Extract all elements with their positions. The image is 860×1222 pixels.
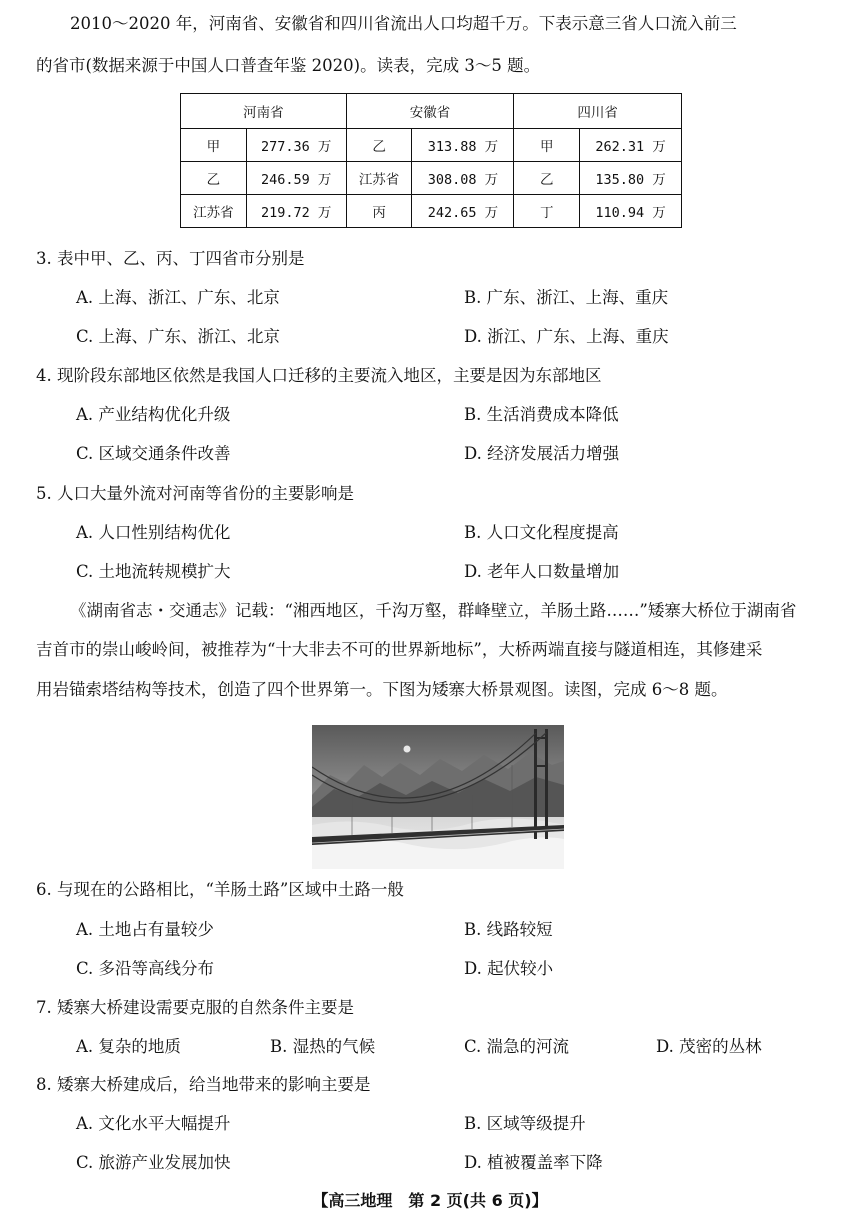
question-5-option-b: B. 人口文化程度提高: [464, 523, 619, 542]
population-inflow-table: [180, 93, 682, 228]
question-4-option-d: D. 经济发展活力增强: [464, 444, 620, 463]
question-8-option-a: A. 文化水平大幅提升: [76, 1114, 231, 1133]
question-5-option-a: A. 人口性别结构优化: [76, 523, 231, 542]
table-cell: 277.36 万: [246, 129, 346, 162]
question-7-option-d: D. 茂密的丛林: [656, 1037, 762, 1056]
question-4-option-c: C. 区域交通条件改善: [76, 444, 231, 463]
question-5-option-d: D. 老年人口数量增加: [464, 562, 620, 581]
question-3-stem: 3. 表中甲、乙、丙、丁四省市分别是: [36, 249, 305, 268]
table-cell: 乙: [181, 162, 247, 195]
question-6-option-c: C. 多沿等高线分布: [76, 959, 215, 978]
table-cell: 甲: [181, 129, 247, 162]
aizhai-bridge-photo: [312, 725, 564, 869]
intro-paragraph-line: 的省市(数据来源于中国人口普查年鉴 2020)。读表，完成 3～5 题。: [36, 56, 541, 75]
intro-paragraph-line: 用岩锚索塔结构等技术，创造了四个世界第一。下图为矮寨大桥景观图。读图，完成 6～8 题。: [36, 680, 728, 699]
question-4-stem: 4. 现阶段东部地区依然是我国人口迁移的主要流入地区，主要是因为东部地区: [36, 366, 602, 385]
table-cell: 乙: [514, 162, 580, 195]
table-cell: 江苏省: [346, 162, 412, 195]
question-5-option-c: C. 土地流转规模扩大: [76, 562, 231, 581]
question-3-option-b: B. 广东、浙江、上海、重庆: [464, 288, 669, 307]
table-cell: 丙: [346, 195, 412, 228]
question-3-option-a: A. 上海、浙江、广东、北京: [76, 288, 280, 307]
table-cell: 135.80 万: [580, 162, 682, 195]
table-cell: 262.31 万: [580, 129, 682, 162]
table-cell: 甲: [514, 129, 580, 162]
table-cell: 乙: [346, 129, 412, 162]
intro-paragraph-line: 吉首市的崇山峻岭间，被推荐为“十大非去不可的世界新地标”，大桥两端直接与隧道相连，其修建采: [36, 640, 763, 659]
page-footer: 【高三地理 第 2 页(共 6 页)】: [312, 1191, 548, 1210]
question-7-option-b: B. 湿热的气候: [270, 1037, 376, 1056]
question-8-option-b: B. 区域等级提升: [464, 1114, 586, 1133]
question-4-option-a: A. 产业结构优化升级: [76, 405, 231, 424]
intro-paragraph-line: 2010～2020 年，河南省、安徽省和四川省流出人口均超千万。下表示意三省人口流入前三: [70, 14, 737, 33]
intro-paragraph-line: 《湖南省志・交通志》记载：“湘西地区，千沟万壑，群峰壁立，羊肠土路……”矮寨大桥位于湖南省: [70, 601, 797, 620]
table-cell: 308.08 万: [412, 162, 514, 195]
question-5-stem: 5. 人口大量外流对河南等省份的主要影响是: [36, 484, 354, 503]
question-7-stem: 7. 矮寨大桥建设需要克服的自然条件主要是: [36, 998, 354, 1017]
table-cell: 246.59 万: [246, 162, 346, 195]
table-cell: 313.88 万: [412, 129, 514, 162]
question-6-option-d: D. 起伏较小: [464, 959, 554, 978]
question-3-option-d: D. 浙江、广东、上海、重庆: [464, 327, 669, 346]
table-header-anhui: 安徽省: [346, 94, 514, 129]
table-cell: 242.65 万: [412, 195, 514, 228]
table-cell: 219.72 万: [246, 195, 346, 228]
question-6-option-b: B. 线路较短: [464, 920, 553, 939]
question-4-option-b: B. 生活消费成本降低: [464, 405, 619, 424]
question-8-stem: 8. 矮寨大桥建成后，给当地带来的影响主要是: [36, 1075, 371, 1094]
table-row: [181, 195, 682, 228]
table-row: [181, 162, 682, 195]
question-8-option-d: D. 植被覆盖率下降: [464, 1153, 603, 1172]
question-7-option-c: C. 湍急的河流: [464, 1037, 570, 1056]
table-cell: 110.94 万: [580, 195, 682, 228]
question-3-option-c: C. 上海、广东、浙江、北京: [76, 327, 281, 346]
question-8-option-c: C. 旅游产业发展加快: [76, 1153, 231, 1172]
table-header-sichuan: 四川省: [514, 94, 682, 129]
table-cell: 江苏省: [181, 195, 247, 228]
question-6-option-a: A. 土地占有量较少: [76, 920, 214, 939]
question-7-option-a: A. 复杂的地质: [76, 1037, 181, 1056]
table-row: [181, 129, 682, 162]
table-header-henan: 河南省: [181, 94, 347, 129]
table-cell: 丁: [514, 195, 580, 228]
question-6-stem: 6. 与现在的公路相比，“羊肠土路”区域中土路一般: [36, 880, 404, 899]
